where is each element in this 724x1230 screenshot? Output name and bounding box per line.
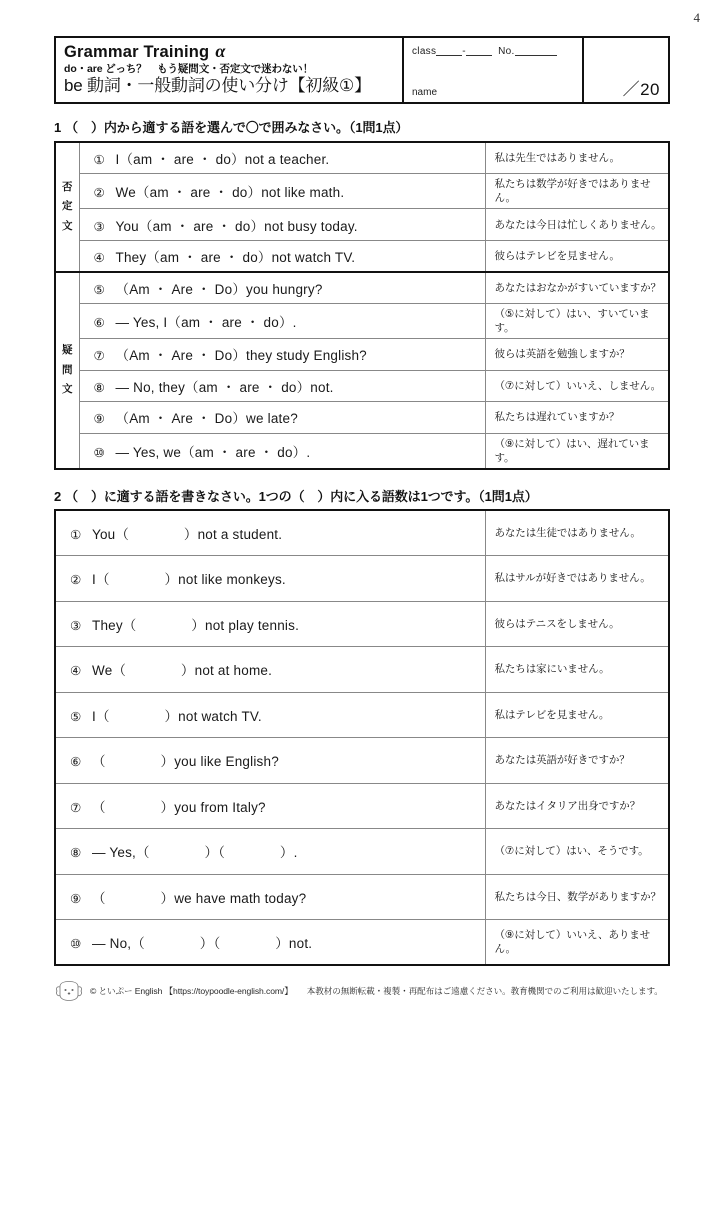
section-1-instruction-text: （ ）内から適する語を選んで〇で囲みなさい。（1問1点） bbox=[65, 120, 409, 135]
question-index: ⑤ bbox=[93, 282, 105, 297]
question-index: ⑥ bbox=[70, 755, 82, 770]
header-title-block bbox=[56, 38, 404, 102]
section-2-instruction-text: （ ）に適する語を書きなさい。1つの（ ）内に入る語数は1つです。（1問1点） bbox=[65, 489, 538, 504]
no-blank[interactable] bbox=[515, 44, 557, 56]
question-index: ⑦ bbox=[70, 800, 82, 815]
table-row bbox=[55, 738, 669, 784]
question-index: ④ bbox=[93, 250, 105, 265]
alpha-symbol: α bbox=[215, 41, 226, 61]
class-blank-1[interactable] bbox=[436, 44, 462, 56]
translation-cell: 彼らはテレビを見ません。 bbox=[485, 240, 669, 272]
worksheet-header bbox=[54, 36, 670, 104]
translation-cell: （⑤に対して）はい、すいています。 bbox=[485, 303, 669, 338]
category-label-interrogative bbox=[55, 272, 79, 469]
table-row bbox=[55, 433, 669, 469]
brand-name: Grammar Training bbox=[64, 43, 210, 61]
question-text: — Yes,（ ）（ ）. bbox=[92, 845, 298, 861]
question-text: I（ ）not watch TV. bbox=[92, 708, 262, 724]
header-topic: be 動詞・一般動詞の使い分け【初級①】 bbox=[64, 76, 371, 96]
category-char: 疑 bbox=[62, 344, 73, 357]
student-fields bbox=[404, 38, 584, 102]
table-row bbox=[55, 874, 669, 920]
page-number: 4 bbox=[693, 10, 700, 25]
category-char: 問 bbox=[62, 363, 73, 376]
translation-cell: あなたは英語が好きですか？ bbox=[485, 738, 669, 784]
question-index: ⑥ bbox=[93, 316, 105, 331]
answer-sentence[interactable] bbox=[55, 738, 485, 784]
translation-cell: あなたはおなかがすいていますか？ bbox=[485, 272, 669, 304]
question-text: — No, they（am ・ are ・ do）not. bbox=[115, 379, 334, 395]
question-sentence[interactable] bbox=[79, 339, 485, 371]
question-text: We（ ）not at home. bbox=[92, 663, 273, 679]
question-sentence[interactable] bbox=[79, 303, 485, 338]
question-index: ④ bbox=[70, 664, 82, 679]
header-subtitle: do・are どっち？ もう疑問文・否定文で迷わない！ bbox=[64, 62, 314, 75]
question-text: — No,（ ）（ ）not. bbox=[92, 936, 313, 951]
question-text: They（ ）not play tennis. bbox=[92, 617, 300, 633]
question-index: ② bbox=[70, 573, 82, 588]
category-char: 文 bbox=[62, 219, 73, 232]
question-index: ⑨ bbox=[70, 891, 82, 906]
answer-sentence[interactable] bbox=[55, 601, 485, 647]
translation-cell: 私たちは家にいません。 bbox=[485, 647, 669, 693]
section-1-table bbox=[54, 141, 670, 470]
page-footer bbox=[54, 980, 670, 1002]
class-field-row bbox=[412, 44, 574, 57]
name-label[interactable]: name bbox=[412, 87, 438, 98]
class-blank-2[interactable] bbox=[466, 44, 492, 56]
no-label: No. bbox=[498, 46, 515, 57]
question-index: ③ bbox=[93, 219, 105, 234]
answer-sentence[interactable] bbox=[55, 920, 485, 966]
question-text: （Am ・ Are ・ Do）they study English? bbox=[115, 348, 367, 364]
question-text: — Yes, we（am ・ are ・ do）. bbox=[115, 444, 311, 460]
translation-cell: あなたは今日は忙しくありません。 bbox=[485, 209, 669, 241]
answer-sentence[interactable] bbox=[55, 783, 485, 829]
question-sentence[interactable] bbox=[79, 240, 485, 272]
translation-cell: （⑦に対して）いいえ、しません。 bbox=[485, 370, 669, 402]
question-text: I（ ）not like monkeys. bbox=[92, 572, 286, 588]
usage-notice-text: 本教材の無断転載・複製・再配布はご遠慮ください。教育機関でのご利用は歓迎いたします。 bbox=[306, 986, 663, 996]
table-row bbox=[55, 556, 669, 602]
category-label-negative bbox=[55, 142, 79, 272]
table-row bbox=[55, 209, 669, 241]
section-1-number: 1 bbox=[54, 120, 62, 135]
section-2-rows bbox=[55, 510, 669, 965]
translation-cell: 私たちは今日、数学がありますか？ bbox=[485, 874, 669, 920]
answer-sentence[interactable] bbox=[55, 510, 485, 556]
question-sentence[interactable] bbox=[79, 209, 485, 241]
question-sentence[interactable] bbox=[79, 272, 485, 304]
answer-sentence[interactable] bbox=[55, 874, 485, 920]
question-text: They（am ・ are ・ do）not watch TV. bbox=[115, 249, 356, 265]
answer-sentence[interactable] bbox=[55, 647, 485, 693]
question-index: ⑧ bbox=[93, 380, 105, 395]
translation-cell: 彼らは英語を勉強しますか？ bbox=[485, 339, 669, 371]
table-row bbox=[55, 920, 669, 966]
question-index: ⑨ bbox=[93, 412, 105, 427]
question-index: ⑩ bbox=[70, 937, 82, 951]
question-index: ⑩ bbox=[93, 445, 105, 460]
table-row bbox=[55, 272, 669, 304]
table-row bbox=[55, 510, 669, 556]
score-box bbox=[584, 38, 668, 102]
translation-cell: あなたは生徒ではありません。 bbox=[485, 510, 669, 556]
category-char: 否 bbox=[62, 180, 73, 193]
copyright-text: © といぷー English 【https://toypoodle-english.com/】 bbox=[90, 986, 293, 996]
score-total: ／20 bbox=[622, 80, 660, 99]
question-index: ⑦ bbox=[93, 349, 105, 364]
question-text: I（am ・ are ・ do）not a teacher. bbox=[115, 152, 330, 167]
answer-sentence[interactable] bbox=[55, 556, 485, 602]
brand-title bbox=[64, 41, 396, 62]
question-sentence[interactable] bbox=[79, 174, 485, 209]
question-sentence[interactable] bbox=[79, 402, 485, 434]
table-row bbox=[55, 402, 669, 434]
question-text: （Am ・ Are ・ Do）we late? bbox=[115, 411, 298, 427]
question-sentence[interactable] bbox=[79, 370, 485, 402]
poodle-dog-icon bbox=[54, 980, 84, 1002]
question-sentence[interactable] bbox=[79, 142, 485, 174]
table-row bbox=[55, 601, 669, 647]
question-index: ⑧ bbox=[70, 846, 82, 861]
translation-cell: 私はテレビを見ません。 bbox=[485, 692, 669, 738]
answer-sentence[interactable] bbox=[55, 829, 485, 875]
translation-cell: あなたはイタリア出身ですか？ bbox=[485, 783, 669, 829]
class-separator: - bbox=[462, 46, 466, 57]
class-label: class bbox=[412, 46, 437, 57]
translation-cell: 私は先生ではありません。 bbox=[485, 142, 669, 174]
question-index: ⑤ bbox=[70, 709, 82, 724]
table-row bbox=[55, 142, 669, 174]
question-text: （ ）you like English? bbox=[92, 754, 279, 770]
table-row bbox=[55, 783, 669, 829]
question-sentence[interactable] bbox=[79, 433, 485, 469]
table-row bbox=[55, 240, 669, 272]
section-1-rows bbox=[55, 142, 669, 469]
question-index: ② bbox=[93, 186, 105, 201]
translation-cell: （⑨に対して）はい、遅れています。 bbox=[485, 433, 669, 469]
question-text: （ ）you from Italy? bbox=[92, 799, 266, 815]
section-2-instruction bbox=[54, 486, 538, 505]
table-row bbox=[55, 174, 669, 209]
category-char: 文 bbox=[62, 383, 73, 396]
question-index: ③ bbox=[70, 618, 82, 633]
translation-cell: 私たちは数学が好きではありません。 bbox=[485, 174, 669, 209]
question-text: （Am ・ Are ・ Do）you hungry? bbox=[115, 281, 323, 297]
table-row bbox=[55, 692, 669, 738]
question-index: ① bbox=[70, 528, 82, 542]
section-2-table bbox=[54, 509, 670, 966]
table-row bbox=[55, 829, 669, 875]
translation-cell: 私たちは遅れていますか？ bbox=[485, 402, 669, 434]
table-row bbox=[55, 303, 669, 338]
section-1-instruction bbox=[54, 117, 408, 136]
category-char: 定 bbox=[62, 200, 73, 213]
section-2-number: 2 bbox=[54, 489, 62, 504]
translation-cell: 私はサルが好きではありません。 bbox=[485, 556, 669, 602]
footer-copyright-line bbox=[90, 985, 663, 997]
translation-cell: （⑨に対して）いいえ、ありません。 bbox=[485, 920, 669, 966]
question-text: （ ）we have math today? bbox=[92, 890, 307, 906]
translation-cell: （⑦に対して）はい、そうです。 bbox=[485, 829, 669, 875]
question-index: ① bbox=[93, 153, 105, 167]
question-text: We（am ・ are ・ do）not like math. bbox=[115, 185, 345, 201]
table-row bbox=[55, 339, 669, 371]
question-text: You（ ）not a student. bbox=[92, 527, 283, 542]
question-text: — Yes, I（am ・ are ・ do）. bbox=[115, 315, 297, 331]
answer-sentence[interactable] bbox=[55, 692, 485, 738]
translation-cell: 彼らはテニスをしません。 bbox=[485, 601, 669, 647]
table-row bbox=[55, 370, 669, 402]
question-text: You（am ・ are ・ do）not busy today. bbox=[115, 218, 358, 234]
table-row bbox=[55, 647, 669, 693]
